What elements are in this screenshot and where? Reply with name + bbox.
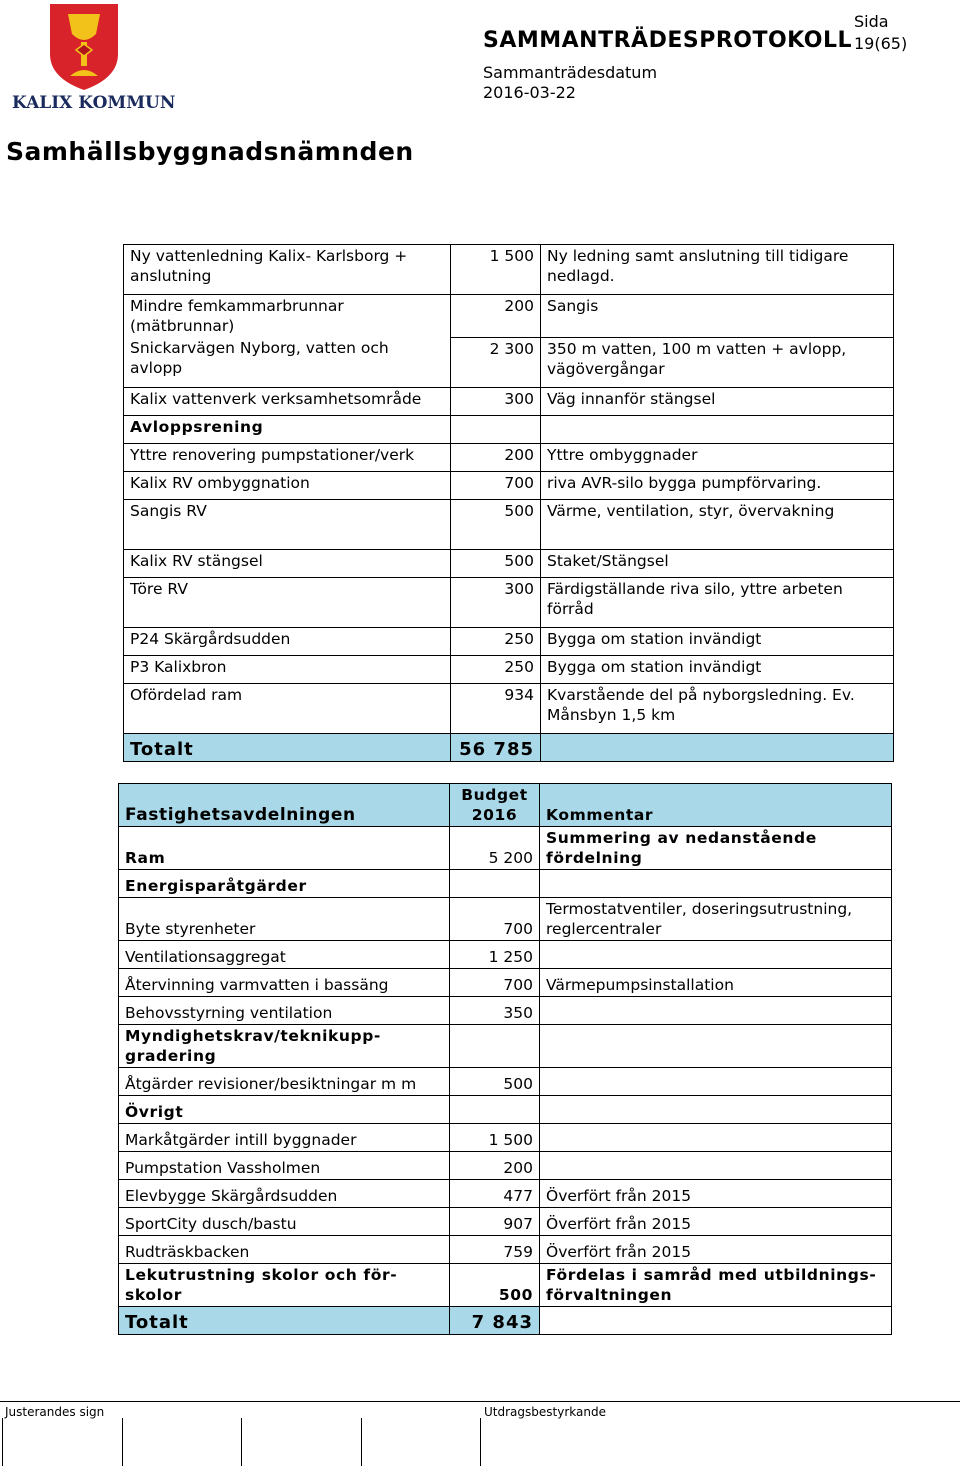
signature-box-divider: [122, 1418, 123, 1466]
table-row: [119, 1236, 892, 1264]
document-title: SAMMANTRÄDESPROTOKOLL: [483, 28, 852, 53]
signature-box-divider: [241, 1418, 242, 1466]
row-amount: 200: [450, 1152, 540, 1180]
row-comment: [540, 1025, 892, 1068]
investment-table-fastighet: [118, 783, 892, 1335]
row-amount: 700: [450, 969, 540, 997]
row-comment: Sangis: [541, 295, 894, 338]
row-amount: 250: [451, 627, 541, 655]
row-comment: Överfört från 2015: [540, 1208, 892, 1236]
row-comment: [541, 415, 894, 443]
row-amount: 759: [450, 1236, 540, 1264]
total-row: [119, 1307, 892, 1335]
row-amount: 500: [450, 1068, 540, 1096]
row-comment: Ny ledning samt anslutning till tidigare nedlagd.: [541, 245, 894, 295]
signature-box-divider: [2, 1418, 3, 1466]
row-amount: 500: [451, 499, 541, 549]
table-row: [124, 549, 894, 577]
utdragsbestyrkande-label: Utdragsbestyrkande: [484, 1405, 606, 1419]
section-heading: Övrigt: [119, 1096, 450, 1124]
row-amount: 500: [450, 1264, 540, 1307]
row-comment: Termostatventiler, doseringsutrustning, reglercentraler: [540, 898, 892, 941]
table-row: [119, 1152, 892, 1180]
row-amount: [450, 1025, 540, 1068]
table-row: [124, 655, 894, 683]
row-name: Ofördelad ram: [124, 683, 451, 733]
table-row: [119, 870, 892, 898]
row-comment: Staket/Stängsel: [541, 549, 894, 577]
department-title: Samhällsbyggnadsnämnden: [6, 137, 414, 166]
total-label: Totalt: [119, 1307, 450, 1335]
header-comment: Kommentar: [540, 784, 892, 827]
row-name: Återvinning varmvatten i bassäng: [119, 969, 450, 997]
table-row: [119, 1025, 892, 1068]
row-name: Elevbygge Skärgårdsudden: [119, 1180, 450, 1208]
table-row: [119, 1208, 892, 1236]
table-row: [119, 1180, 892, 1208]
table-row: [124, 471, 894, 499]
signature-box-divider: [361, 1418, 362, 1466]
table-row: [119, 898, 892, 941]
row-name: Behovsstyrning ventilation: [119, 997, 450, 1025]
table-row: [119, 997, 892, 1025]
row-amount: 1 250: [450, 941, 540, 969]
row-name: P3 Kalixbron: [124, 655, 451, 683]
row-amount: 700: [450, 898, 540, 941]
row-amount: [450, 1096, 540, 1124]
justerandes-sign-label: Justerandes sign: [5, 1405, 105, 1419]
table-row: [124, 683, 894, 733]
row-comment: 350 m vatten, 100 m vatten + avlopp, vägövergångar: [541, 337, 894, 387]
row-amount: 700: [451, 471, 541, 499]
row-comment: Bygga om station invändigt: [541, 627, 894, 655]
row-amount: [451, 415, 541, 443]
row-comment: [540, 941, 892, 969]
row-comment: Kvarstående del på nyborgsledning. Ev. Månsbyn 1,5 km: [541, 683, 894, 733]
row-comment: [540, 997, 892, 1025]
row-amount: 300: [451, 387, 541, 415]
section-heading: Avloppsrening: [124, 415, 451, 443]
meeting-date-label: Sammanträdesdatum: [483, 63, 658, 82]
meeting-date: 2016-03-22: [483, 83, 576, 102]
table-row: [119, 941, 892, 969]
row-comment: Summering av nedanstående fördelning: [540, 827, 892, 870]
total-row: [124, 733, 894, 761]
logo-text: KALIX KOMMUN: [12, 93, 176, 113]
footer-divider: [0, 1401, 960, 1402]
table-row: [124, 387, 894, 415]
table-row: [124, 337, 894, 387]
signature-footer: [0, 1401, 960, 1466]
row-comment: Värme, ventilation, styr, övervakning: [541, 499, 894, 549]
table-row: [124, 627, 894, 655]
row-name: Mindre femkammarbrunnar (mätbrunnar): [124, 295, 451, 338]
table-row: [119, 969, 892, 997]
table-row: [124, 499, 894, 549]
table-row: [119, 1124, 892, 1152]
row-comment: [540, 1068, 892, 1096]
row-comment: Väg innanför stängsel: [541, 387, 894, 415]
page-number: 19(65): [854, 34, 908, 53]
table-row: [124, 295, 894, 338]
table-row: [119, 1096, 892, 1124]
row-name: Lekutrustning skolor och för-skolor: [119, 1264, 450, 1307]
table-row: [119, 1264, 892, 1307]
table-header: [119, 784, 892, 827]
row-name: Snickarvägen Nyborg, vatten och avlopp: [124, 337, 451, 387]
total-value: 56 785: [451, 733, 541, 761]
row-name: Rudträskbacken: [119, 1236, 450, 1264]
row-amount: 5 200: [450, 827, 540, 870]
row-name: Byte styrenheter: [119, 898, 450, 941]
table-row: [124, 415, 894, 443]
table-row: [124, 443, 894, 471]
table-row: [119, 827, 892, 870]
row-amount: [450, 870, 540, 898]
row-name: Åtgärder revisioner/besiktningar m m: [119, 1068, 450, 1096]
row-comment: [540, 1096, 892, 1124]
row-name: Kalix RV ombyggnation: [124, 471, 451, 499]
row-comment: Överfört från 2015: [540, 1236, 892, 1264]
row-name: Yttre renovering pumpstationer/verk: [124, 443, 451, 471]
row-name: Pumpstation Vassholmen: [119, 1152, 450, 1180]
row-amount: 250: [451, 655, 541, 683]
row-name: Ny vattenledning Kalix- Karlsborg + anslutning: [124, 245, 451, 295]
row-comment: Överfört från 2015: [540, 1180, 892, 1208]
row-amount: 477: [450, 1180, 540, 1208]
signature-box-divider: [480, 1418, 481, 1466]
row-name: Markåtgärder intill byggnader: [119, 1124, 450, 1152]
row-amount: 350: [450, 997, 540, 1025]
total-comment: [540, 1307, 892, 1335]
row-comment: Färdigställande riva silo, yttre arbeten förråd: [541, 577, 894, 627]
row-amount: 1 500: [451, 245, 541, 295]
row-amount: 300: [451, 577, 541, 627]
table-row: [124, 245, 894, 295]
row-name: Kalix RV stängsel: [124, 549, 451, 577]
row-name: P24 Skärgårdsudden: [124, 627, 451, 655]
row-name: Sangis RV: [124, 499, 451, 549]
total-label: Totalt: [124, 733, 451, 761]
row-name: Ventilationsaggregat: [119, 941, 450, 969]
row-amount: 200: [451, 443, 541, 471]
row-comment: [540, 1152, 892, 1180]
row-name: Töre RV: [124, 577, 451, 627]
row-comment: Yttre ombyggnader: [541, 443, 894, 471]
table-row: [124, 577, 894, 627]
row-amount: 500: [451, 549, 541, 577]
header-department: Fastighetsavdelningen: [119, 784, 450, 827]
row-amount: 934: [451, 683, 541, 733]
coat-of-arms-icon: [10, 2, 160, 92]
table-row: [119, 1068, 892, 1096]
row-amount: 907: [450, 1208, 540, 1236]
row-name: Kalix vattenverk verksamhetsområde: [124, 387, 451, 415]
row-amount: 200: [451, 295, 541, 338]
row-name: SportCity dusch/bastu: [119, 1208, 450, 1236]
row-comment: Värmepumpsinstallation: [540, 969, 892, 997]
row-comment: Fördelas i samråd med utbildnings-förvaltningen: [540, 1264, 892, 1307]
row-amount: 2 300: [451, 337, 541, 387]
row-comment: [540, 1124, 892, 1152]
row-amount: 1 500: [450, 1124, 540, 1152]
header-budget: Budget 2016: [450, 784, 540, 827]
investment-table-va: [123, 244, 894, 762]
row-name: Ram: [119, 827, 450, 870]
section-heading: Myndighetskrav/teknikupp-gradering: [119, 1025, 450, 1068]
total-value: 7 843: [450, 1307, 540, 1335]
row-comment: riva AVR-silo bygga pumpförvaring.: [541, 471, 894, 499]
section-heading: Energisparåtgärder: [119, 870, 450, 898]
total-comment: [541, 733, 894, 761]
row-comment: [540, 870, 892, 898]
page-label: Sida: [854, 12, 889, 31]
row-comment: Bygga om station invändigt: [541, 655, 894, 683]
